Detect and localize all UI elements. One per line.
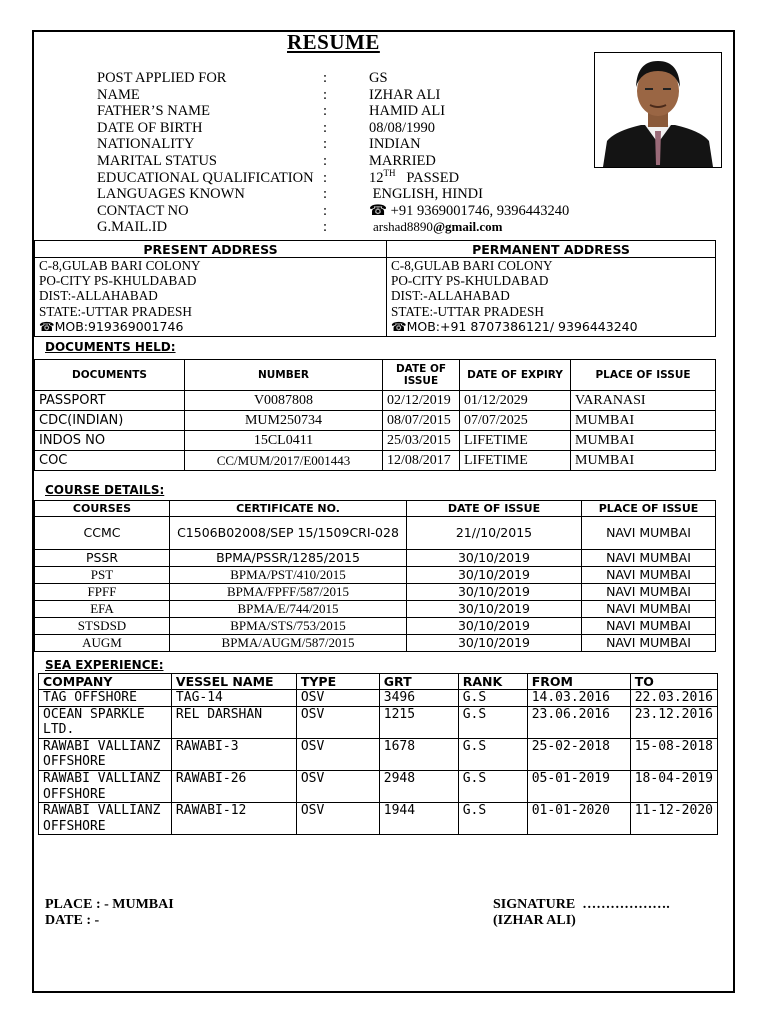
- table-cell: RAWABI-3: [171, 738, 296, 770]
- colon: :: [323, 202, 328, 219]
- info-value: GS: [369, 70, 388, 86]
- table-cell: FPFF: [35, 584, 170, 601]
- table-cell: MUM250734: [185, 411, 383, 431]
- table-row: [39, 738, 718, 770]
- table-cell: STSDSD: [35, 618, 170, 635]
- table-cell: 1678: [379, 738, 458, 770]
- table-cell: COC: [35, 451, 185, 471]
- table-row: [35, 618, 716, 635]
- table-cell: EFA: [35, 601, 170, 618]
- table-cell: NAVI MUMBAI: [582, 618, 716, 635]
- table-cell: LIFETIME: [460, 431, 571, 451]
- table-row: [35, 635, 716, 652]
- table-cell: G.S: [458, 738, 527, 770]
- table-cell: OSV: [296, 770, 379, 802]
- info-label: DATE OF BIRTH: [97, 119, 203, 136]
- colon: :: [323, 186, 328, 203]
- signatory-name: (IZHAR ALI): [493, 913, 576, 928]
- col-header: FROM: [527, 674, 630, 690]
- table-row: [35, 451, 716, 471]
- table-cell: 15CL0411: [185, 431, 383, 451]
- table-cell: OSV: [296, 706, 379, 738]
- table-cell: C1506B02008/SEP 15/1509CRI-028: [170, 517, 407, 550]
- table-cell: 30/10/2019: [407, 550, 582, 567]
- page-title: RESUME: [287, 30, 380, 54]
- address-line: DIST:-ALLAHABAD: [391, 288, 510, 304]
- colon: :: [323, 219, 328, 236]
- table-cell: G.S: [458, 770, 527, 802]
- table-cell: 15-08-2018: [630, 738, 717, 770]
- table-row: [35, 550, 716, 567]
- table-cell: 07/07/2025: [460, 411, 571, 431]
- info-row-father: [97, 103, 569, 120]
- address-line: STATE:-UTTAR PRADESH: [39, 303, 192, 319]
- table-cell: CDC(INDIAN): [35, 411, 185, 431]
- table-cell: 21//10/2015: [407, 517, 582, 550]
- table-cell: 11-12-2020: [630, 803, 717, 835]
- col-header: DATE OF EXPIRY: [460, 360, 571, 391]
- col-header: COURSES: [35, 501, 170, 517]
- info-label: NATIONALITY: [97, 136, 195, 153]
- info-row-post: [97, 70, 569, 87]
- table-cell: NAVI MUMBAI: [582, 550, 716, 567]
- colon: :: [323, 119, 328, 136]
- colon: :: [323, 103, 328, 120]
- table-cell: REL DARSHAN: [171, 706, 296, 738]
- table-row: [35, 391, 716, 411]
- col-header: PLACE OF ISSUE: [571, 360, 716, 391]
- table-row: [35, 431, 716, 451]
- sea-experience-table: [38, 673, 718, 835]
- info-label: FATHER’S NAME: [97, 103, 210, 120]
- table-row: [39, 690, 718, 707]
- table-cell: RAWABI-12: [171, 803, 296, 835]
- info-value: INDIAN: [369, 136, 421, 153]
- email-user: arshad8890: [373, 219, 433, 235]
- info-value: IZHAR ALI: [369, 86, 441, 103]
- courses-heading: COURSE DETAILS:: [45, 483, 165, 497]
- info-label: MARITAL STATUS: [97, 152, 217, 169]
- table-cell: 2948: [379, 770, 458, 802]
- table-cell: G.S: [458, 690, 527, 707]
- table-cell: NAVI MUMBAI: [582, 601, 716, 618]
- table-row: [39, 803, 718, 835]
- info-row-nationality: [97, 136, 569, 153]
- info-row-languages: [97, 186, 569, 203]
- info-row-education: [97, 167, 569, 187]
- table-cell: RAWABI VALLIANZ OFFSHORE: [39, 803, 172, 835]
- table-cell: AUGM: [35, 635, 170, 652]
- col-header: PLACE OF ISSUE: [582, 501, 716, 517]
- address-line: PO-CITY PS-KHULDABAD: [391, 273, 549, 289]
- footer-right: [493, 897, 670, 929]
- table-cell: CCMC: [35, 517, 170, 550]
- info-label: EDUCATIONAL QUALIFICATION: [97, 169, 314, 186]
- table-cell: 30/10/2019: [407, 635, 582, 652]
- table-cell: 1944: [379, 803, 458, 835]
- info-row-name: [97, 87, 569, 104]
- address-table: [34, 240, 716, 337]
- address-line: PO-CITY PS-KHULDABAD: [39, 273, 197, 289]
- table-cell: NAVI MUMBAI: [582, 517, 716, 550]
- table-cell: 01-01-2020: [527, 803, 630, 835]
- col-header: CERTIFICATE NO.: [170, 501, 407, 517]
- place: PLACE : - MUMBAI: [45, 897, 174, 912]
- permanent-address: [387, 258, 716, 337]
- info-value: HAMID ALI: [369, 103, 446, 120]
- info-label: G.MAIL.ID: [97, 219, 168, 236]
- address-line: STATE:-UTTAR PRADESH: [391, 303, 544, 319]
- table-cell: TAG OFFSHORE: [39, 690, 172, 707]
- col-header: TO: [630, 674, 717, 690]
- table-cell: LIFETIME: [460, 451, 571, 471]
- table-cell: RAWABI VALLIANZ OFFSHORE: [39, 738, 172, 770]
- education-status: PASSED: [406, 169, 460, 186]
- permanent-address-header: PERMANENT ADDRESS: [387, 241, 716, 258]
- email-domain: @gmail.com: [432, 219, 503, 235]
- table-cell: BPMA/AUGM/587/2015: [170, 635, 407, 652]
- table-cell: BPMA/PST/410/2015: [170, 567, 407, 584]
- table-cell: CC/MUM/2017/E001443: [185, 451, 383, 471]
- table-cell: MUMBAI: [571, 451, 716, 471]
- table-cell: 18-04-2019: [630, 770, 717, 802]
- table-cell: PST: [35, 567, 170, 584]
- info-value: [369, 167, 460, 187]
- table-cell: NAVI MUMBAI: [582, 635, 716, 652]
- table-cell: PASSPORT: [35, 391, 185, 411]
- table-cell: 05-01-2019: [527, 770, 630, 802]
- sea-experience-heading: SEA EXPERIENCE:: [45, 658, 164, 672]
- info-row-email: [97, 219, 569, 236]
- col-header: GRT: [379, 674, 458, 690]
- address-line: C-8,GULAB BARI COLONY: [391, 258, 553, 273]
- col-header: VESSEL NAME: [171, 674, 296, 690]
- table-row: [35, 567, 716, 584]
- address-line: DIST:-ALLAHABAD: [39, 288, 158, 304]
- table-cell: 08/07/2015: [383, 411, 460, 431]
- info-row-marital: [97, 153, 569, 170]
- col-header: DATE OF ISSUE: [407, 501, 582, 517]
- info-label: CONTACT NO: [97, 202, 189, 219]
- col-header: COMPANY: [39, 674, 172, 690]
- table-cell: NAVI MUMBAI: [582, 584, 716, 601]
- date: DATE : -: [45, 913, 100, 928]
- table-cell: OSV: [296, 803, 379, 835]
- col-header: DOCUMENTS: [35, 360, 185, 391]
- table-cell: 3496: [379, 690, 458, 707]
- table-cell: BPMA/STS/753/2015: [170, 618, 407, 635]
- table-cell: 25-02-2018: [527, 738, 630, 770]
- info-value: ENGLISH, HINDI: [369, 186, 483, 203]
- colon: :: [323, 152, 328, 169]
- documents-heading: DOCUMENTS HELD:: [45, 340, 176, 354]
- colon: :: [323, 169, 328, 186]
- table-cell: 1215: [379, 706, 458, 738]
- table-cell: 30/10/2019: [407, 584, 582, 601]
- table-cell: OCEAN SPARKLE LTD.: [39, 706, 172, 738]
- colon: :: [323, 136, 328, 153]
- person-photo-icon: [595, 53, 721, 167]
- table-cell: 14.03.2016: [527, 690, 630, 707]
- info-row-dob: [97, 120, 569, 137]
- table-cell: 12/08/2017: [383, 451, 460, 471]
- col-header: RANK: [458, 674, 527, 690]
- table-cell: G.S: [458, 706, 527, 738]
- table-row: [35, 601, 716, 618]
- table-cell: 23.06.2016: [527, 706, 630, 738]
- info-row-contact: [97, 203, 569, 220]
- table-cell: NAVI MUMBAI: [582, 567, 716, 584]
- present-address-header: PRESENT ADDRESS: [35, 241, 387, 258]
- courses-table: [34, 500, 716, 652]
- table-cell: INDOS NO: [35, 431, 185, 451]
- table-cell: 23.12.2016: [630, 706, 717, 738]
- table-cell: 30/10/2019: [407, 618, 582, 635]
- table-row: [39, 770, 718, 802]
- education-superscript: TH: [383, 167, 396, 178]
- info-value: MARRIED: [369, 152, 436, 169]
- table-cell: MUMBAI: [571, 411, 716, 431]
- present-address: [35, 258, 387, 337]
- address-line: C-8,GULAB BARI COLONY: [39, 258, 201, 273]
- col-header: TYPE: [296, 674, 379, 690]
- col-header: DATE OF ISSUE: [383, 360, 460, 391]
- table-cell: RAWABI VALLIANZ OFFSHORE: [39, 770, 172, 802]
- colon: :: [323, 70, 328, 86]
- education-value: 12: [369, 169, 384, 186]
- table-row: [35, 411, 716, 431]
- info-value: 08/08/1990: [369, 119, 436, 136]
- table-row: [35, 517, 716, 550]
- signature: SIGNATURE ……………….: [493, 897, 670, 912]
- personal-info: [97, 70, 569, 236]
- table-cell: TAG-14: [171, 690, 296, 707]
- table-cell: 02/12/2019: [383, 391, 460, 411]
- table-cell: BPMA/PSSR/1285/2015: [170, 550, 407, 567]
- table-cell: BPMA/FPFF/587/2015: [170, 584, 407, 601]
- info-value: ☎ +91 9369001746, 9396443240: [369, 202, 570, 219]
- table-cell: 30/10/2019: [407, 601, 582, 618]
- table-cell: PSSR: [35, 550, 170, 567]
- table-row: [35, 584, 716, 601]
- col-header: NUMBER: [185, 360, 383, 391]
- table-cell: G.S: [458, 803, 527, 835]
- table-row: [39, 706, 718, 738]
- info-label: LANGUAGES KNOWN: [97, 186, 245, 203]
- info-label: NAME: [97, 86, 140, 103]
- table-cell: MUMBAI: [571, 431, 716, 451]
- info-value: [369, 219, 502, 236]
- table-cell: OSV: [296, 690, 379, 707]
- footer-left: [45, 897, 174, 929]
- table-cell: OSV: [296, 738, 379, 770]
- table-cell: V0087808: [185, 391, 383, 411]
- table-cell: 25/03/2015: [383, 431, 460, 451]
- table-cell: 22.03.2016: [630, 690, 717, 707]
- table-cell: 30/10/2019: [407, 567, 582, 584]
- address-phone: ☎MOB:+91 8707386121/ 9396443240: [391, 318, 638, 334]
- address-phone: ☎MOB:919369001746: [39, 318, 184, 334]
- table-cell: BPMA/E/744/2015: [170, 601, 407, 618]
- table-cell: VARANASI: [571, 391, 716, 411]
- documents-table: [34, 359, 716, 471]
- info-label: POST APPLIED FOR: [97, 70, 227, 86]
- table-cell: RAWABI-26: [171, 770, 296, 802]
- person-photo: [594, 52, 722, 168]
- table-cell: 01/12/2029: [460, 391, 571, 411]
- colon: :: [323, 86, 328, 103]
